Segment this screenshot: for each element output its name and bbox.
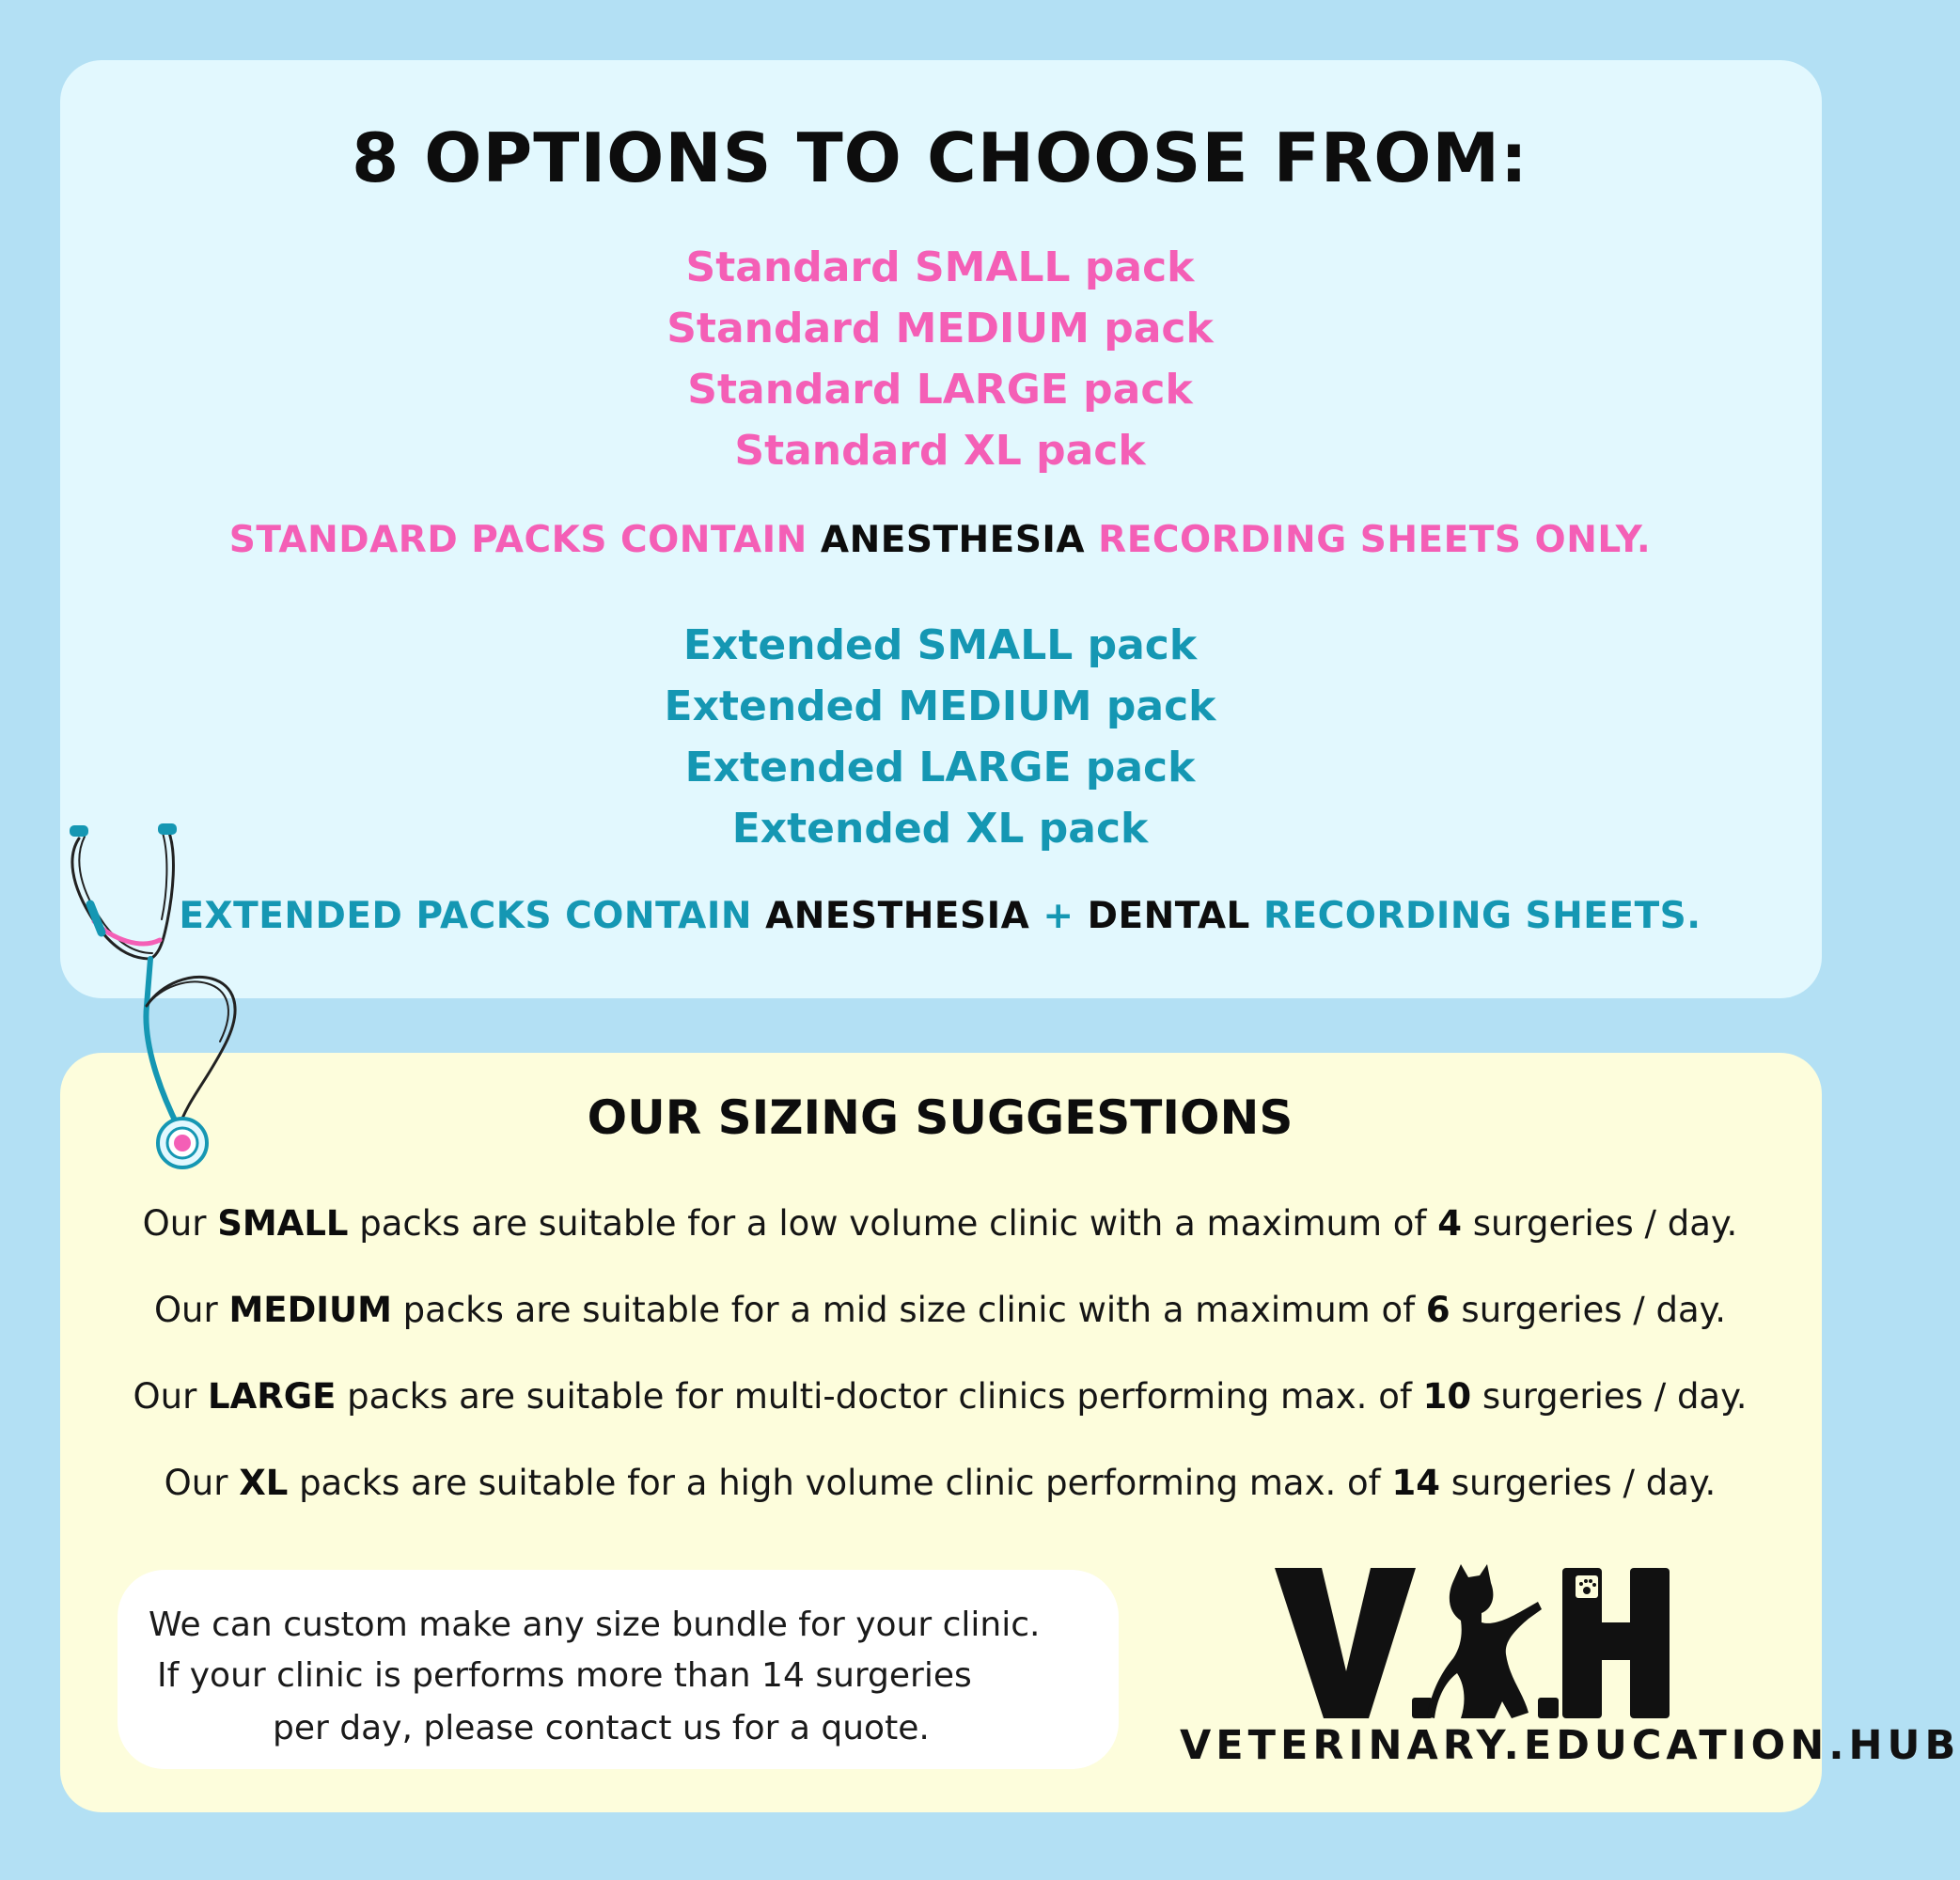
row-text: Our — [153, 1290, 229, 1330]
list-item: Extended XL pack — [731, 805, 1149, 853]
standard-pack-note — [0, 519, 1880, 561]
brand-name: VETERINARY.EDUCATION.HUB — [1180, 1722, 1960, 1769]
cat-icon — [1427, 1564, 1542, 1718]
note-text: STANDARD PACKS CONTAIN — [228, 519, 821, 561]
page-title: 8 OPTIONS TO CHOOSE FROM: — [352, 118, 1529, 197]
row-size: XL — [239, 1463, 289, 1503]
note-text: + — [1029, 895, 1088, 937]
list-item: Standard MEDIUM pack — [666, 305, 1214, 352]
list-item: Extended LARGE pack — [684, 744, 1196, 791]
row-number: 14 — [1391, 1463, 1440, 1503]
row-size: MEDIUM — [228, 1290, 392, 1330]
custom-bundle-text: We can custom make any size bundle for your clinic. — [149, 1606, 1041, 1644]
row-number: 10 — [1422, 1376, 1472, 1417]
note-text: EXTENDED PACKS CONTAIN — [179, 895, 766, 937]
row-size: LARGE — [208, 1376, 337, 1417]
row-number: 4 — [1437, 1203, 1462, 1244]
note-highlight: DENTAL — [1087, 895, 1250, 937]
row-text: packs are suitable for multi-doctor clinics performing max. of — [336, 1376, 1423, 1417]
row-text: Our — [164, 1463, 240, 1503]
row-text: packs are suitable for a high volume clinic performing max. of — [288, 1463, 1392, 1503]
list-item: Standard SMALL pack — [685, 243, 1195, 291]
note-highlight: ANESTHESIA — [765, 895, 1030, 937]
list-item: Standard LARGE pack — [687, 366, 1193, 414]
list-item: Extended MEDIUM pack — [664, 682, 1216, 730]
extended-pack-note — [0, 895, 1880, 937]
row-text: surgeries / day. — [1461, 1203, 1738, 1244]
standard-pack-list — [0, 237, 1880, 481]
row-text: surgeries / day. — [1471, 1376, 1748, 1417]
sizing-row — [0, 1203, 1880, 1244]
sizing-row — [0, 1376, 1880, 1417]
row-text: surgeries / day. — [1450, 1290, 1727, 1330]
note-text: RECORDING SHEETS ONLY. — [1085, 519, 1652, 561]
custom-bundle-text: per day, please contact us for a quote. — [273, 1709, 930, 1747]
sizing-row — [0, 1463, 1880, 1503]
extended-pack-list — [0, 615, 1880, 859]
list-item: Standard XL pack — [734, 427, 1146, 475]
logo-mark — [1269, 1560, 1673, 1730]
sizing-title: OUR SIZING SUGGESTIONS — [587, 1090, 1294, 1145]
row-text: packs are suitable for a low volume clinic with a maximum of — [348, 1203, 1438, 1244]
sizing-row — [0, 1290, 1880, 1330]
custom-bundle-text: If your clinic is performs more than 14 surgeries — [157, 1656, 972, 1695]
row-text: Our — [133, 1376, 209, 1417]
note-highlight: ANESTHESIA — [820, 519, 1086, 561]
row-text: surgeries / day. — [1439, 1463, 1717, 1503]
note-text: RECORDING SHEETS. — [1249, 895, 1701, 937]
list-item: Extended SMALL pack — [682, 621, 1198, 669]
row-text: packs are suitable for a mid size clinic with a maximum of — [391, 1290, 1426, 1330]
row-number: 6 — [1425, 1290, 1450, 1330]
row-text: Our — [142, 1203, 218, 1244]
row-size: SMALL — [217, 1203, 349, 1244]
